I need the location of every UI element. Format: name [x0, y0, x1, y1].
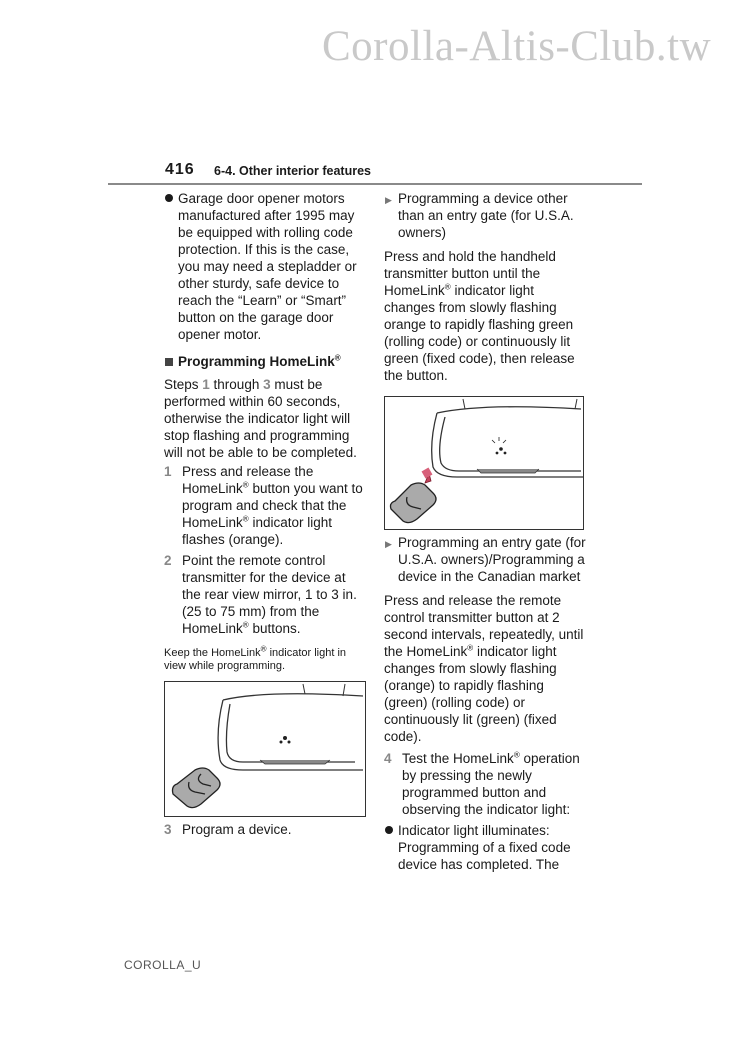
- step-text: Test the HomeLink: [402, 751, 514, 766]
- step-ref-1: 1: [202, 377, 210, 392]
- figure-mirror-remote: [164, 681, 366, 817]
- step-text: Program a device.: [182, 822, 292, 837]
- bullet-indicator-illuminates: [384, 822, 586, 873]
- step-text: operation by pressing the newly programmed button and observing the indicator light:: [402, 751, 580, 817]
- left-column: [164, 190, 366, 838]
- registered-mark: ®: [334, 353, 341, 363]
- mirror-remote-illustration: [165, 682, 365, 816]
- section-title: 6-4. Other interior features: [214, 164, 371, 178]
- step-text: buttons.: [248, 621, 301, 636]
- registered-mark: ®: [513, 750, 520, 760]
- caption-text: Keep the HomeLink: [164, 647, 261, 659]
- heading-programming-homelink: [164, 353, 366, 370]
- registered-mark: ®: [242, 514, 249, 524]
- triangle-bullet-icon: ▶: [385, 195, 392, 205]
- step-number: 3: [164, 822, 172, 837]
- paragraph-hold-button: [384, 248, 586, 384]
- watermark: Corolla-Altis-Club.tw: [322, 23, 712, 70]
- paragraph-press-release: [384, 592, 586, 745]
- paragraph-text: indicator light changes from slowly flashing orange to rapidly flashing green (rolling code) or continuously lit green (fixed code), then release the button.: [384, 283, 575, 383]
- caption-text: indicator light in view while programming.: [164, 647, 347, 672]
- press-button-illustration: [385, 397, 583, 529]
- heading-text: Programming HomeLink: [178, 354, 335, 369]
- figure-caption: [164, 644, 366, 673]
- registered-mark: ®: [260, 644, 267, 654]
- bullet-text: Indicator light illuminates: Programming of a fixed code device has completed. The: [398, 823, 571, 872]
- registered-mark: ®: [242, 620, 249, 630]
- intro-paragraph: [164, 376, 366, 461]
- footer-code: COROLLA_U: [124, 958, 202, 972]
- paragraph-text: Press and release the remote control transmitter button at 2 second intervals, repeatedly, until the HomeLink: [384, 593, 584, 659]
- paragraph-text: indicator light changes from slowly flashing (orange) to rapidly flashing (green) (rolling code) or continuously lit (green) (fixed code).: [384, 644, 557, 744]
- intro-text: Steps: [164, 377, 203, 392]
- step-text: Press and release the HomeLink: [182, 464, 314, 496]
- registered-mark: ®: [242, 480, 249, 490]
- step-number: 4: [384, 751, 392, 766]
- bullet-garage-door: [164, 190, 366, 343]
- figure-press-button: [384, 396, 584, 530]
- step-4: [384, 750, 586, 818]
- step-text: indicator light flashes (orange).: [182, 515, 332, 547]
- step-number: 1: [164, 464, 172, 479]
- step-text: button you want to program and check that the HomeLink: [182, 481, 363, 530]
- square-bullet-icon: [165, 358, 173, 366]
- triangle-bullet-icon: ▶: [385, 539, 392, 549]
- step-ref-3: 3: [263, 377, 271, 392]
- intro-text: through: [209, 377, 264, 392]
- step-1: [164, 463, 366, 548]
- bullet-dot-icon: [165, 194, 173, 202]
- step-3: [164, 821, 366, 838]
- step-number: 2: [164, 553, 172, 568]
- subheading-text: Programming a device other than an entry gate (for U.S.A. owners): [398, 191, 574, 240]
- paragraph-text: Press and hold the handheld transmitter button until the HomeLink: [384, 249, 556, 298]
- step-text: Point the remote control transmitter for the device at the rear view mirror, 1 to 3 in. (25 to 75 mm) from the HomeLink: [182, 553, 357, 636]
- header-rule: [108, 183, 642, 185]
- registered-mark: ®: [467, 643, 474, 653]
- registered-mark: ®: [444, 282, 451, 292]
- right-column: [384, 190, 586, 873]
- bullet-text: Garage door opener motors manufactured after 1995 may be equipped with rolling code protection. If this is the case, you may need a stepladder or other sturdy, safe device to reach the “Learn” or “Smart” button on the garage door opener motor.: [178, 191, 357, 342]
- bullet-dot-icon: [385, 826, 393, 834]
- subheading-other-device: [384, 190, 586, 241]
- intro-text: must be performed within 60 seconds, otherwise the indicator light will stop flashing and programming will not be able to be completed.: [164, 377, 357, 460]
- subheading-entry-gate: [384, 534, 586, 585]
- step-2: [164, 552, 366, 637]
- subheading-text: Programming an entry gate (for U.S.A. owners)/Programming a device in the Canadian market: [398, 535, 586, 584]
- page-number: 416: [165, 161, 195, 178]
